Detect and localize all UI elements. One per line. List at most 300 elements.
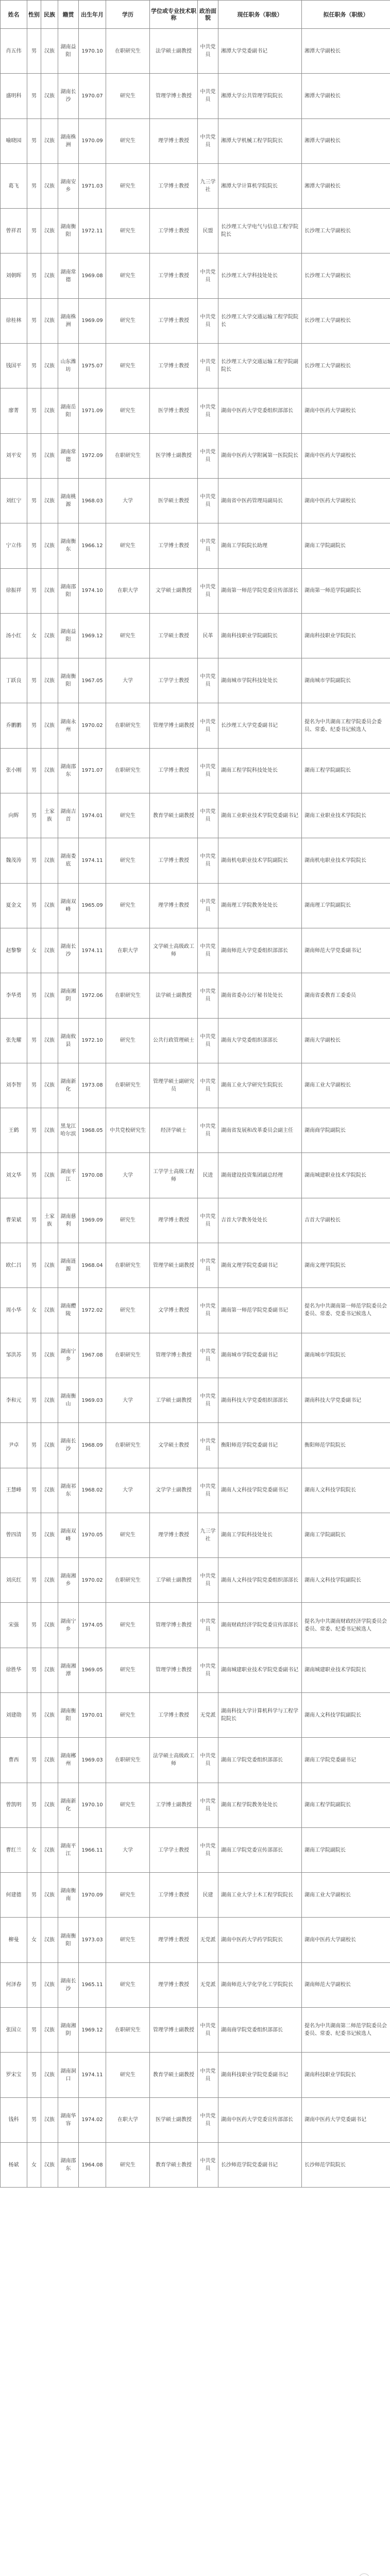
cell-current-post: 湖南建设投资集团副总经理 <box>218 1153 302 1198</box>
cell-education: 在职研究生 <box>106 1333 150 1378</box>
cell-birth-date: 1970.02 <box>79 1558 106 1603</box>
cell-proposed-post: 湖南人文科技学院院长 <box>302 1468 390 1513</box>
cell-native-place: 湖南永州 <box>58 703 79 748</box>
cell-gender: 男 <box>27 1513 41 1557</box>
cell-degree-title: 法学硕士副教授 <box>150 29 198 74</box>
cell-degree-title: 工学博士教授 <box>150 209 198 253</box>
cell-native-place: 湖南益阳 <box>58 29 79 74</box>
cell-proposed-post: 湖南第一师范学院副院长 <box>302 568 390 613</box>
header-gender: 性别 <box>27 1 41 29</box>
cell-gender: 男 <box>27 1468 41 1513</box>
cell-education: 大学 <box>106 1468 150 1513</box>
table-row <box>1 163 390 208</box>
cell-political-status: 中共党员 <box>198 568 218 613</box>
cell-political-status: 民革 <box>198 613 218 658</box>
cell-birth-date: 1968.02 <box>79 1468 106 1513</box>
cell-education: 研究生 <box>106 1198 150 1243</box>
cell-native-place: 湖南祁东 <box>58 1468 79 1513</box>
cell-gender: 男 <box>27 433 41 478</box>
cell-gender: 女 <box>27 1288 41 1333</box>
cell-name: 徐振祥 <box>1 568 27 613</box>
cell-current-post: 湖南中医药大学党委宣传部部长 <box>218 2097 302 2142</box>
cell-gender: 男 <box>27 2097 41 2142</box>
cell-current-post: 湖南工学院科技处处长 <box>218 1513 302 1557</box>
cell-current-post: 湖南人文科技学院党委组织部部长 <box>218 1558 302 1603</box>
cell-degree-title: 文学博士教授 <box>150 1288 198 1333</box>
cell-ethnicity: 汉族 <box>41 2097 58 2142</box>
cell-gender: 男 <box>27 388 41 433</box>
cell-political-status: 中共党员 <box>198 298 218 343</box>
cell-current-post: 长沙理工大学交通运输工程学院副院长 <box>218 344 302 388</box>
cell-name: 何建德 <box>1 1873 27 1918</box>
cell-birth-date: 1969.09 <box>79 298 106 343</box>
cell-education: 研究生 <box>106 118 150 163</box>
cell-gender: 男 <box>27 2008 41 2053</box>
cell-birth-date: 1970.08 <box>79 1153 106 1198</box>
cell-proposed-post: 湖南工程学院副院长 <box>302 1783 390 1827</box>
cell-political-status: 中共党员 <box>198 703 218 748</box>
cell-degree-title: 工学硕士副教授 <box>150 1378 198 1422</box>
cell-education: 研究生 <box>106 298 150 343</box>
table-body <box>1 29 390 2188</box>
table-row <box>1 883 390 928</box>
cell-current-post: 湖南工程学院科技处处长 <box>218 748 302 793</box>
table-row <box>1 298 390 343</box>
cell-name: 刘平安 <box>1 433 27 478</box>
cell-degree-title: 理学博士教授 <box>150 1918 198 1962</box>
cell-degree-title: 工学硕士教授 <box>150 613 198 658</box>
cell-name: 张国立 <box>1 2008 27 2053</box>
cell-name: 丁跃良 <box>1 658 27 703</box>
cell-education: 中共党校研究生 <box>106 1108 150 1153</box>
cell-ethnicity: 汉族 <box>41 298 58 343</box>
cell-birth-date: 1971.09 <box>79 388 106 433</box>
header-education: 学历 <box>106 1 150 29</box>
cell-birth-date: 1974.10 <box>79 568 106 613</box>
cell-current-post: 湖南中医药大学附属第一医院院长 <box>218 433 302 478</box>
cell-current-post: 湖南省中医药管理局副局长 <box>218 478 302 523</box>
cell-political-status: 中共党员 <box>198 1603 218 1648</box>
cell-current-post: 湖南工业大学研究生院院长 <box>218 1063 302 1108</box>
cell-current-post: 湖南省发展和改革委员会副主任 <box>218 1108 302 1153</box>
cell-birth-date: 1968.09 <box>79 1423 106 1468</box>
table-row <box>1 838 390 883</box>
cell-proposed-post: 长沙师范学院院长 <box>302 2142 390 2187</box>
cell-ethnicity: 汉族 <box>41 1738 58 1783</box>
cell-native-place: 湖南华容 <box>58 2097 79 2142</box>
cell-ethnicity: 汉族 <box>41 883 58 928</box>
cell-name: 夏金文 <box>1 883 27 928</box>
cell-political-status: 中共党员 <box>198 2008 218 2053</box>
cell-birth-date: 1965.09 <box>79 883 106 928</box>
cell-birth-date: 1970.01 <box>79 1692 106 1737</box>
cell-name: 柳曼 <box>1 1918 27 1962</box>
table-row <box>1 1423 390 1468</box>
cell-birth-date: 1968.03 <box>79 478 106 523</box>
cell-gender: 男 <box>27 793 41 838</box>
cell-ethnicity: 汉族 <box>41 478 58 523</box>
cell-gender: 男 <box>27 298 41 343</box>
cell-name: 尹卓 <box>1 1423 27 1468</box>
cell-name: 何泽春 <box>1 1962 27 2007</box>
cell-degree-title: 工学博士教授 <box>150 838 198 883</box>
cell-birth-date: 1970.10 <box>79 1783 106 1827</box>
cell-current-post: 湘潭大学党委副书记 <box>218 29 302 74</box>
cell-political-status: 中共党员 <box>198 1783 218 1827</box>
cell-birth-date: 1972.09 <box>79 433 106 478</box>
cell-degree-title: 管理学博士教授 <box>150 74 198 118</box>
cell-birth-date: 1973.03 <box>79 1918 106 1962</box>
cell-degree-title: 工学博士教授 <box>150 344 198 388</box>
cell-gender: 男 <box>27 478 41 523</box>
cell-birth-date: 1972.11 <box>79 209 106 253</box>
cell-political-status: 中共党员 <box>198 388 218 433</box>
cell-proposed-post: 湖南中医药大学副校长 <box>302 388 390 433</box>
table-row <box>1 1738 390 1783</box>
table-row <box>1 568 390 613</box>
cell-political-status: 民建 <box>198 1873 218 1918</box>
table-row <box>1 209 390 253</box>
cell-ethnicity: 土家族 <box>41 793 58 838</box>
cell-education: 研究生 <box>106 883 150 928</box>
cell-political-status: 中共党员 <box>198 1738 218 1783</box>
cell-education: 在职大学 <box>106 2097 150 2142</box>
cell-name: 魏茂涛 <box>1 838 27 883</box>
cell-ethnicity: 汉族 <box>41 838 58 883</box>
cell-native-place: 湖南衡山 <box>58 1378 79 1422</box>
cell-current-post: 湖南科技职业学院副院长 <box>218 613 302 658</box>
cell-ethnicity: 土家族 <box>41 1198 58 1243</box>
cell-name: 曹荣斌 <box>1 1198 27 1243</box>
cell-proposed-post: 提名为中共湖南第二师范学院委员会委员、常委、纪委书记候选人 <box>302 2008 390 2053</box>
cell-birth-date: 1974.11 <box>79 2053 106 2097</box>
cell-name: 喻晓园 <box>1 118 27 163</box>
cell-ethnicity: 汉族 <box>41 1873 58 1918</box>
cell-native-place: 黑龙江哈尔滨 <box>58 1108 79 1153</box>
cell-degree-title: 工学学士教授 <box>150 1827 198 1872</box>
cell-birth-date: 1969.12 <box>79 613 106 658</box>
cell-gender: 男 <box>27 883 41 928</box>
cell-education: 研究生 <box>106 388 150 433</box>
cell-name: 杨斌 <box>1 2142 27 2187</box>
cell-proposed-post: 湖南中医药大学党委副书记 <box>302 2097 390 2142</box>
cell-birth-date: 1966.12 <box>79 523 106 568</box>
cell-ethnicity: 汉族 <box>41 1962 58 2007</box>
cell-ethnicity: 汉族 <box>41 1333 58 1378</box>
cell-degree-title: 工学博士教授 <box>150 1873 198 1918</box>
cell-name: 邹洪苏 <box>1 1333 27 1378</box>
header-degree-title: 学位或专业技术职称 <box>150 1 198 29</box>
cell-ethnicity: 汉族 <box>41 1692 58 1737</box>
cell-education: 研究生 <box>106 793 150 838</box>
cell-proposed-post: 湘潭大学副校长 <box>302 118 390 163</box>
cell-name: 刘朝晖 <box>1 253 27 298</box>
cell-native-place: 湖南岳阳 <box>58 388 79 433</box>
table-row <box>1 433 390 478</box>
cell-birth-date: 1968.05 <box>79 1108 106 1153</box>
cell-native-place: 湖南邵阳 <box>58 568 79 613</box>
cell-proposed-post: 长沙理工大学副校长 <box>302 298 390 343</box>
cell-name: 乔鹏鹏 <box>1 703 27 748</box>
cell-education: 研究生 <box>106 523 150 568</box>
cell-native-place: 湖南安乡 <box>58 163 79 208</box>
cell-ethnicity: 汉族 <box>41 1018 58 1063</box>
cell-proposed-post: 湖南师范大学党委副书记 <box>302 928 390 973</box>
cell-native-place: 湖南湘阴 <box>58 2008 79 2053</box>
cell-birth-date: 1972.10 <box>79 1018 106 1063</box>
cell-education: 在职研究生 <box>106 1243 150 1288</box>
cell-political-status: 中共党员 <box>198 74 218 118</box>
cell-native-place: 湖南衡阳 <box>58 1692 79 1737</box>
cell-native-place: 湖南邵东 <box>58 748 79 793</box>
cell-birth-date: 1969.12 <box>79 2008 106 2053</box>
cell-political-status: 中共党员 <box>198 478 218 523</box>
cell-native-place: 湖南慈利 <box>58 1198 79 1243</box>
cell-education: 在职大学 <box>106 928 150 973</box>
cell-ethnicity: 汉族 <box>41 928 58 973</box>
cell-gender: 男 <box>27 74 41 118</box>
cell-gender: 男 <box>27 973 41 1018</box>
cell-birth-date: 1964.08 <box>79 2142 106 2187</box>
cell-degree-title: 工学博士副教授 <box>150 1783 198 1827</box>
cell-degree-title: 经济学硕士 <box>150 1108 198 1153</box>
cell-education: 大学 <box>106 1827 150 1872</box>
cell-political-status: 中共党员 <box>198 253 218 298</box>
cell-birth-date: 1969.03 <box>79 1738 106 1783</box>
cell-political-status: 民进 <box>198 1153 218 1198</box>
cell-proposed-post: 湖南理工学院副院长 <box>302 883 390 928</box>
cell-ethnicity: 汉族 <box>41 658 58 703</box>
cell-ethnicity: 汉族 <box>41 703 58 748</box>
cell-proposed-post: 湖南城市学院副院长 <box>302 658 390 703</box>
cell-degree-title: 工学博士教授 <box>150 253 198 298</box>
table-row <box>1 1468 390 1513</box>
cell-name: 刘建勋 <box>1 1692 27 1737</box>
cell-native-place: 湖南平江 <box>58 1153 79 1198</box>
cell-proposed-post: 湖南城市学院院长 <box>302 1333 390 1378</box>
cell-degree-title: 管理学硕士副研究员 <box>150 1063 198 1108</box>
cell-name: 刘庆红 <box>1 1558 27 1603</box>
cell-ethnicity: 汉族 <box>41 118 58 163</box>
cell-current-post: 湖南科技大学计算机科学与工程学院院长 <box>218 1692 302 1737</box>
cell-birth-date: 1974.11 <box>79 928 106 973</box>
cell-birth-date: 1968.04 <box>79 1243 106 1288</box>
cell-gender: 男 <box>27 1243 41 1288</box>
cell-ethnicity: 汉族 <box>41 2008 58 2053</box>
cell-birth-date: 1975.07 <box>79 344 106 388</box>
header-birth-date: 出生年月 <box>79 1 106 29</box>
cell-native-place: 湖南新化 <box>58 1063 79 1108</box>
cell-name: 肖五伟 <box>1 29 27 74</box>
cell-ethnicity: 汉族 <box>41 1378 58 1422</box>
cell-proposed-post: 湖南城建职业技术学院院长 <box>302 1153 390 1198</box>
cell-degree-title: 工学博士教授 <box>150 298 198 343</box>
cell-birth-date: 1970.10 <box>79 29 106 74</box>
header-native-place: 籍贯 <box>58 1 79 29</box>
cell-ethnicity: 汉族 <box>41 1603 58 1648</box>
cell-proposed-post: 湖南师范大学副校长 <box>302 1962 390 2007</box>
cell-education: 在职研究生 <box>106 1063 150 1108</box>
cell-political-status: 无党派 <box>198 1962 218 2007</box>
cell-current-post: 湖南工业大学土木工程学院院长 <box>218 1873 302 1918</box>
cell-gender: 女 <box>27 2142 41 2187</box>
table-row <box>1 613 390 658</box>
cell-gender: 男 <box>27 253 41 298</box>
cell-birth-date: 1965.11 <box>79 1962 106 2007</box>
cell-degree-title: 管理学博士副教授 <box>150 2008 198 2053</box>
cell-political-status: 中共党员 <box>198 1648 218 1692</box>
cell-current-post: 湖南工学院党委宣传部部长 <box>218 1827 302 1872</box>
cell-education: 在职研究生 <box>106 973 150 1018</box>
cell-education: 在职研究生 <box>106 2008 150 2053</box>
cell-native-place: 湖南长沙 <box>58 1962 79 2007</box>
cell-current-post: 湖南财政经济学院党委宣传部部长 <box>218 1603 302 1648</box>
cell-gender: 女 <box>27 613 41 658</box>
cell-name: 王鹤 <box>1 1108 27 1153</box>
cell-current-post: 湖南理工学院教务处处长 <box>218 883 302 928</box>
table-row <box>1 253 390 298</box>
table-row <box>1 2053 390 2097</box>
cell-current-post: 长沙师范学院党委副书记 <box>218 2142 302 2187</box>
cell-degree-title: 法学硕士副教授 <box>150 973 198 1018</box>
cell-ethnicity: 汉族 <box>41 1423 58 1468</box>
cell-native-place: 湖南桃源 <box>58 478 79 523</box>
cell-political-status: 中共党员 <box>198 1827 218 1872</box>
cell-native-place: 湖南宁乡 <box>58 1603 79 1648</box>
cell-education: 研究生 <box>106 1692 150 1737</box>
cell-ethnicity: 汉族 <box>41 1108 58 1153</box>
cell-degree-title: 理学博士教授 <box>150 1513 198 1557</box>
cell-education: 大学 <box>106 1378 150 1422</box>
table-row <box>1 1603 390 1648</box>
cell-birth-date: 1970.09 <box>79 118 106 163</box>
table-row <box>1 703 390 748</box>
table-row <box>1 344 390 388</box>
table-row <box>1 388 390 433</box>
cell-ethnicity: 汉族 <box>41 1558 58 1603</box>
cell-birth-date: 1972.06 <box>79 973 106 1018</box>
cell-native-place: 湖南醴陵 <box>58 1288 79 1333</box>
table-row <box>1 793 390 838</box>
cell-native-place: 湖南攸县 <box>58 1018 79 1063</box>
cell-degree-title: 文学学士副教授 <box>150 1468 198 1513</box>
cell-birth-date: 1974.02 <box>79 2097 106 2142</box>
cell-native-place: 湖南吉首 <box>58 793 79 838</box>
cell-proposed-post: 湖南城建职业技术学院院长 <box>302 1648 390 1692</box>
table-row <box>1 2008 390 2053</box>
cell-political-status: 中共党员 <box>198 1333 218 1378</box>
cell-degree-title: 医学博士副教授 <box>150 433 198 478</box>
cell-native-place: 湖南宁乡 <box>58 1333 79 1378</box>
cell-native-place: 湖南郴州 <box>58 1738 79 1783</box>
cell-degree-title: 理学博士教授 <box>150 118 198 163</box>
cell-political-status: 中共党员 <box>198 118 218 163</box>
cell-name: 李华勇 <box>1 973 27 1018</box>
cell-name: 欧仁吕 <box>1 1243 27 1288</box>
table-row <box>1 29 390 74</box>
table-row <box>1 1153 390 1198</box>
cell-political-status: 中共党员 <box>198 29 218 74</box>
cell-gender: 男 <box>27 523 41 568</box>
cell-name: 刘文华 <box>1 1153 27 1198</box>
cell-proposed-post: 湘潭大学副校长 <box>302 74 390 118</box>
cell-native-place: 湖南衡南 <box>58 1873 79 1918</box>
cell-gender: 男 <box>27 1692 41 1737</box>
cell-education: 在职大学 <box>106 568 150 613</box>
cell-proposed-post: 湖南商学院副院长 <box>302 1108 390 1153</box>
cell-gender: 男 <box>27 658 41 703</box>
table-row <box>1 748 390 793</box>
cell-gender: 男 <box>27 163 41 208</box>
cell-birth-date: 1970.07 <box>79 74 106 118</box>
cell-education: 在职研究生 <box>106 29 150 74</box>
cell-proposed-post: 湖南省委教育工委委员 <box>302 973 390 1018</box>
cell-current-post: 长沙理工大学电气与信息工程学院院长 <box>218 209 302 253</box>
cell-political-status: 九三学社 <box>198 1513 218 1557</box>
cell-education: 在职研究生 <box>106 748 150 793</box>
table-row <box>1 1558 390 1603</box>
cell-current-post: 湖南城建职业技术学院党委副书记 <box>218 1648 302 1692</box>
table-row <box>1 1198 390 1243</box>
cell-name: 廖菁 <box>1 388 27 433</box>
cell-degree-title: 理学博士教授 <box>150 1962 198 2007</box>
cell-current-post: 湖南第一师范学院党委副书记 <box>218 1288 302 1333</box>
cell-current-post: 湖南师范大学党委组织部部长 <box>218 928 302 973</box>
cell-political-status: 中共党员 <box>198 1198 218 1243</box>
cell-gender: 男 <box>27 1153 41 1198</box>
cell-degree-title: 文学硕士副教授 <box>150 568 198 613</box>
table-row <box>1 658 390 703</box>
cell-proposed-post: 湖南工学院党委副书记 <box>302 1738 390 1783</box>
cell-proposed-post: 湖南文理学院院长 <box>302 1243 390 1288</box>
cell-gender: 男 <box>27 1018 41 1063</box>
cell-current-post: 湖南城市学院党委副书记 <box>218 1333 302 1378</box>
header-ethnicity: 民族 <box>41 1 58 29</box>
cell-native-place: 湖南常德 <box>58 253 79 298</box>
cell-gender: 男 <box>27 1962 41 2007</box>
cell-ethnicity: 汉族 <box>41 523 58 568</box>
table-row <box>1 1918 390 1962</box>
cell-education: 研究生 <box>106 163 150 208</box>
cell-birth-date: 1970.05 <box>79 1513 106 1557</box>
cell-current-post: 长沙理工大学科技处处长 <box>218 253 302 298</box>
cell-ethnicity: 汉族 <box>41 344 58 388</box>
table-row <box>1 118 390 163</box>
wechat-logo-icon <box>359 2573 370 2576</box>
cell-ethnicity: 汉族 <box>41 613 58 658</box>
cell-degree-title: 管理学博士副教授 <box>150 703 198 748</box>
cell-native-place: 湖南长沙 <box>58 1423 79 1468</box>
table-row <box>1 1333 390 1378</box>
cell-gender: 男 <box>27 748 41 793</box>
cell-political-status: 中共党员 <box>198 523 218 568</box>
cell-name: 汤小红 <box>1 613 27 658</box>
cell-ethnicity: 汉族 <box>41 1063 58 1108</box>
cell-current-post: 吉首大学教务处处长 <box>218 1198 302 1243</box>
cell-native-place: 湖南平江 <box>58 1827 79 1872</box>
cell-ethnicity: 汉族 <box>41 163 58 208</box>
cell-current-post: 长沙理工大学交通运输工程学院院长 <box>218 298 302 343</box>
cell-education: 在职研究生 <box>106 1423 150 1468</box>
cell-proposed-post: 湖南中医药大学副校长 <box>302 1918 390 1962</box>
cell-political-status: 中共党员 <box>198 2142 218 2187</box>
cell-ethnicity: 汉族 <box>41 1153 58 1198</box>
cell-education: 研究生 <box>106 253 150 298</box>
cell-name: 曾四清 <box>1 1513 27 1557</box>
cell-degree-title: 工学学士高级工程师 <box>150 1153 198 1198</box>
cell-proposed-post: 提名为中共湖南第一师范学院委员会委员、常委、党委书记候选人 <box>302 1288 390 1333</box>
cell-ethnicity: 汉族 <box>41 388 58 433</box>
